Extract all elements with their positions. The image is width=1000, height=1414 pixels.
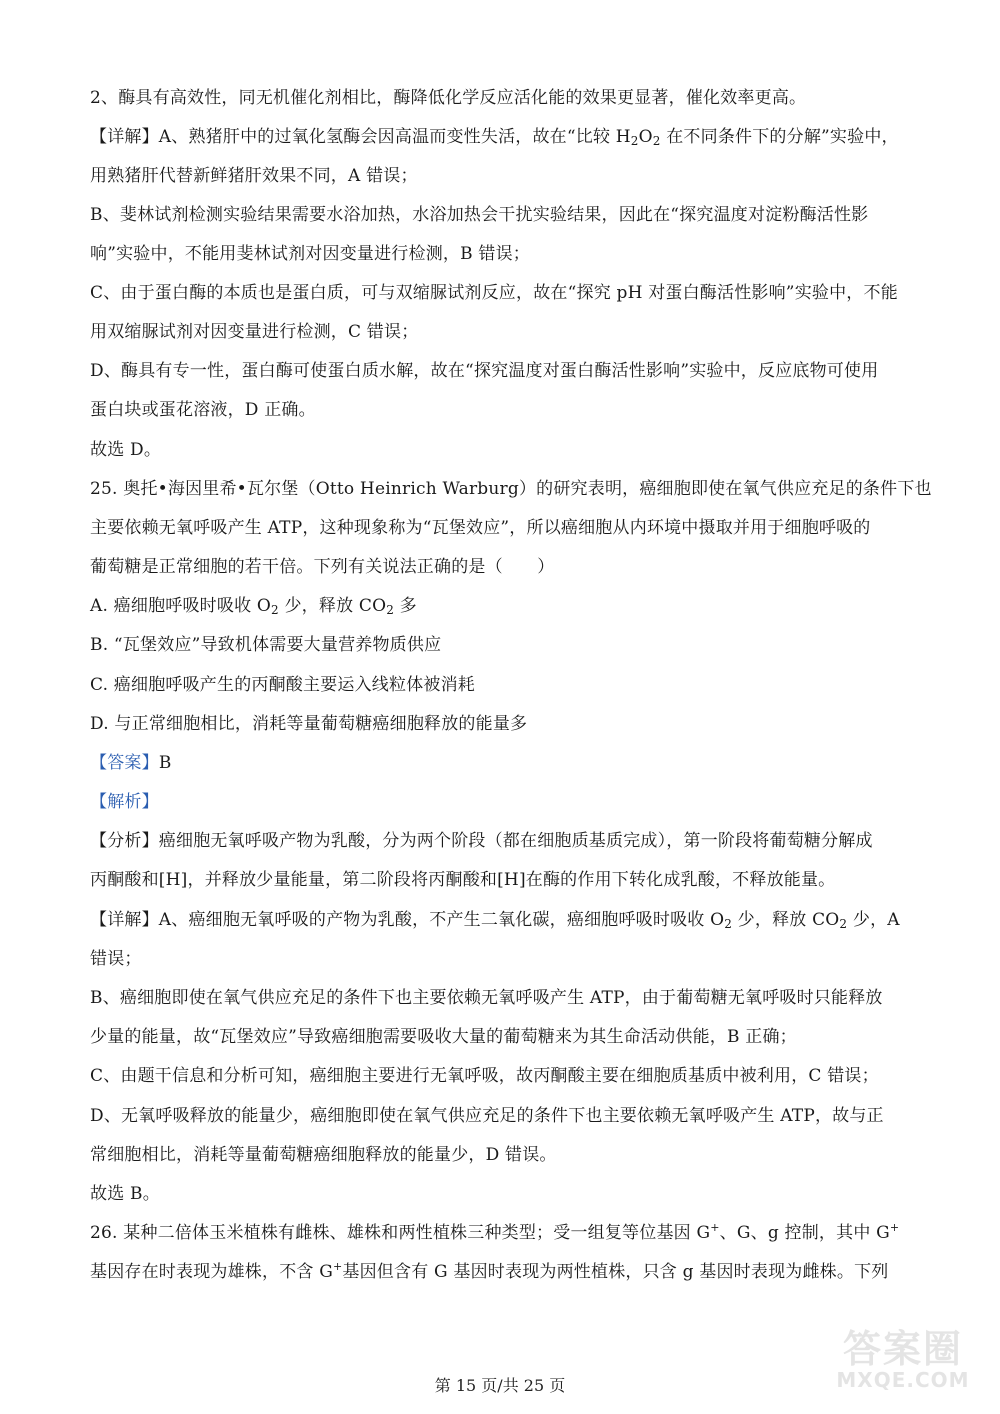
text-line: D、无氧呼吸释放的能量少，癌细胞即使在氧气供应充足的条件下也主要依赖无氧呼吸产生 ATP，故与正	[90, 1106, 884, 1126]
superscript: +	[332, 1260, 343, 1273]
text-span: 少，释放 CO	[278, 596, 387, 616]
text-span: 基因但含有 G 基因时表现为两性植株，只含 g 基因时表现为雌株。下列	[342, 1262, 889, 1282]
text-line: 故选 D。	[90, 440, 162, 460]
subscript: 2	[724, 917, 733, 931]
subscript: 2	[386, 603, 395, 617]
text-line	[90, 125, 910, 149]
text-line: 丙酮酸和[H]，并释放少量能量，第二阶段将丙酮酸和[H]在酶的作用下转化成乳酸，不释放能量。	[90, 870, 836, 890]
text-span: 在不同条件下的分解”实验中，	[660, 127, 899, 147]
analysis-label: 【解析】	[90, 792, 159, 812]
text-line: B、癌细胞即使在氧气供应充足的条件下也主要依赖无氧呼吸产生 ATP，由于葡萄糖无氧呼吸时只能释放	[90, 988, 883, 1008]
text-line	[90, 1260, 910, 1284]
text-span: 基因存在时表现为雄株，不含 G	[90, 1262, 333, 1282]
text-span: A. 癌细胞呼吸时吸收 O	[90, 596, 272, 616]
text-line: 用熟猪肝代替新鲜猪肝效果不同，A 错误；	[90, 166, 418, 186]
subscript: 2	[630, 134, 639, 148]
text-line: 常细胞相比，消耗等量葡萄糖癌细胞释放的能量少，D 错误。	[90, 1145, 557, 1165]
text-span: 少，释放 CO	[732, 910, 840, 930]
subscript: 2	[839, 917, 848, 931]
text-line: C、由题干信息和分析可知，癌细胞主要进行无氧呼吸，故丙酮酸主要在细胞质基质中被利用，C 错误；	[90, 1066, 879, 1086]
text-span: 【详解】A、癌细胞无氧呼吸的产物为乳酸，不产生二氧化碳，癌细胞呼吸时吸收 O	[90, 910, 725, 930]
text-span: 少，A	[847, 910, 900, 930]
watermark-url: MXQE.COM	[836, 1368, 970, 1392]
question-26-stem	[90, 1221, 910, 1245]
text-span: 26. 某种二倍体玉米植株有雌株、雄株和两性植株三种类型；受一组复等位基因 G	[90, 1223, 711, 1243]
watermark-logo	[828, 1318, 978, 1400]
text-span: 多	[394, 596, 417, 616]
option-c: C. 癌细胞呼吸产生的丙酮酸主要运入线粒体被消耗	[90, 675, 476, 695]
text-line: B、斐林试剂检测实验结果需要水浴加热，水浴加热会干扰实验结果，因此在“探究温度对淀粉酶活性影	[90, 205, 869, 225]
text-span: 【详解】A、熟猪肝中的过氧化氢酶会因高温而变性失活，故在“比较 H	[90, 127, 631, 147]
text-line: 葡萄糖是正常细胞的若干倍。下列有关说法正确的是（ ）	[90, 557, 555, 577]
text-line: 蛋白块或蛋花溶液，D 正确。	[90, 400, 316, 420]
question-25-stem: 25. 奥托•海因里希•瓦尔堡（Otto Heinrich Warburg）的研究表明，癌细胞即使在氧气供应充足的条件下也	[90, 479, 932, 499]
text-span: O	[638, 127, 653, 147]
text-line: 用双缩脲试剂对因变量进行检测，C 错误；	[90, 322, 419, 342]
text-span: 、G、g 控制，其中 G	[719, 1223, 890, 1243]
answer-label: 【答案】	[90, 753, 159, 773]
text-line	[90, 908, 910, 932]
text-line: 少量的能量，故“瓦堡效应”导致癌细胞需要吸收大量的葡萄糖来为其生命活动供能，B 正确；	[90, 1027, 797, 1047]
text-line: 主要依赖无氧呼吸产生 ATP，这种现象称为“瓦堡效应”，所以癌细胞从内环境中摄取并用于细胞呼吸的	[90, 518, 871, 538]
subscript: 2	[652, 134, 661, 148]
superscript: +	[889, 1221, 900, 1234]
option-d: D. 与正常细胞相比，消耗等量葡萄糖癌细胞释放的能量多	[90, 714, 528, 734]
answer-value: B	[158, 753, 172, 773]
text-line: 故选 B。	[90, 1184, 160, 1204]
answer-line	[90, 751, 910, 775]
subscript: 2	[271, 603, 279, 617]
superscript: +	[710, 1221, 720, 1234]
text-line: 【分析】癌细胞无氧呼吸产物为乳酸，分为两个阶段（都在细胞质基质完成），第一阶段将葡萄糖分解成	[90, 831, 873, 851]
text-line: 响”实验中，不能用斐林试剂对因变量进行检测，B 错误；	[90, 244, 530, 264]
watermark-text: 答案圈	[842, 1327, 963, 1371]
text-line: D、酶具有专一性，蛋白酶可使蛋白质水解，故在“探究温度对蛋白酶活性影响”实验中，反应底物可使用	[90, 361, 879, 381]
text-line: 2、酶具有高效性，同无机催化剂相比，酶降低化学反应活化能的效果更显著，催化效率更高。	[90, 88, 807, 108]
page-number: 第 15 页/共 25 页	[434, 1376, 566, 1395]
option-a	[90, 594, 910, 618]
text-line: 错误；	[90, 949, 142, 969]
text-line: C、由于蛋白酶的本质也是蛋白质，可与双缩脲试剂反应，故在“探究 pH 对蛋白酶活性影响”实验中，不能	[90, 283, 898, 303]
option-b: B. “瓦堡效应”导致机体需要大量营养物质供应	[90, 635, 442, 655]
